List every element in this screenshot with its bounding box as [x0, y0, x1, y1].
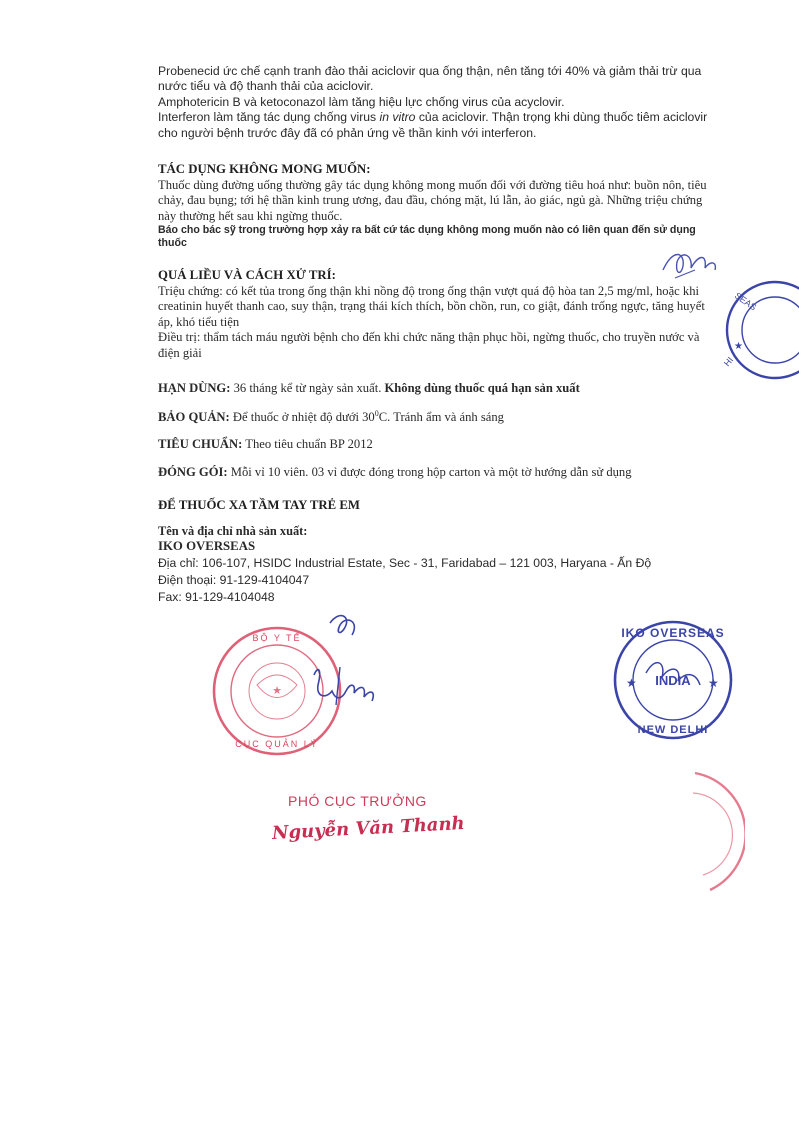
- svg-text:HI: HI: [721, 354, 736, 369]
- manufacturer-phone: Điện thoại: 91-129-4104047: [158, 572, 310, 587]
- manufacturer-section: [158, 524, 758, 606]
- standard-line: TIÊU CHUẨN: Theo tiêu chuẩn BP 2012: [158, 437, 373, 451]
- svg-text:SEAS: SEAS: [732, 290, 759, 313]
- storage-line: BẢO QUẢN: Để thuốc ở nhiệt độ dưới $30^0C$. Tránh ẩm và ánh sáng: [158, 409, 504, 425]
- interaction-interferon: Interferon làm tăng tác dụng chống virus in vitro của aciclovir. Thận trọng khi dùng thuốc tiêm aciclovir cho người bệnh trước đây đã có phản ứng về thần kinh với interferon.: [158, 110, 708, 140]
- company-stamp-ring-text: IKO OVERSEAS: [621, 626, 725, 640]
- overdose-heading: QUÁ LIỀU VÀ CÁCH XỬ TRÍ:: [158, 268, 336, 282]
- manufacturer-address: Địa chỉ: 106-107, HSIDC Industrial Estate, Sec - 31, Faridabad – 121 003, Haryana - Ấn Độ: [158, 555, 652, 570]
- signature-title: PHÓ CỤC TRƯỞNG: [288, 793, 427, 809]
- overdose-symptoms: Triệu chứng: có kết tủa trong ống thận khi nồng độ trong ống thận vượt quá độ hòa tan 2,5 mg/ml, hoặc khi creatinin huyết thanh cao, suy thận, trạng thái kích thích, bồn chồn, run, co giật, đánh trống ngực, tăng huyết áp, khó tiểu tiện: [158, 284, 705, 329]
- interaction-probenecid: Probenecid ức chế cạnh tranh đào thải aciclovir qua ống thận, nên tăng tới 40% và giảm thải trừ qua nước tiểu và độ thanh thải của aciclovir.: [158, 64, 702, 94]
- interaction-amphotericin: Amphotericin B và ketoconazol làm tăng hiệu lực chống virus của acyclovir.: [158, 94, 565, 109]
- side-effects-text: Thuốc dùng đường uống thường gây tác dụng không mong muốn đối với đường tiêu hoá như: buồn nôn, tiêu chảy, đau bụng; tới hệ thần kinh trung ương, đau đầu, chóng mặt, lú lẫn, ảo giác, ngủ gà. Những triệu chứng này thường hết sau khi ngừng thuốc.: [158, 178, 707, 223]
- manufacturer-fax: Fax: 91-129-4104048: [158, 589, 275, 604]
- shelf-life-line: HẠN DÙNG: 36 tháng kể từ ngày sản xuất. Không dùng thuốc quá hạn sản xuất: [158, 381, 580, 395]
- interactions-section: [158, 64, 718, 141]
- side-effects-section: [158, 178, 718, 251]
- packing-line: ĐÓNG GÓI: Mỗi vỉ 10 viên. 03 vỉ được đóng trong hộp carton và một tờ hướng dẫn sử dụng: [158, 465, 632, 479]
- svg-text:★: ★: [272, 684, 282, 697]
- manufacturer-name: IKO OVERSEAS: [158, 539, 256, 554]
- company-stamp-bottom-text: NEW DELHI: [637, 724, 709, 736]
- svg-text:★: ★: [626, 676, 637, 690]
- ministry-stamp-top-text: BỘ Y TẾ: [252, 633, 302, 643]
- company-stamp: [608, 615, 738, 745]
- svg-text:★: ★: [708, 676, 719, 690]
- manufacturer-label: Tên và địa chỉ nhà sản xuất:: [158, 524, 308, 538]
- company-stamp-center-text: INDIA: [655, 673, 691, 688]
- partial-ministry-stamp: [655, 765, 745, 900]
- ministry-stamp-bottom-text: CỤC QUẢN LÝ: [235, 739, 319, 749]
- svg-text:★: ★: [734, 341, 743, 352]
- signature-name: Nguyễn Văn Thanh: [271, 812, 466, 845]
- side-effects-heading: TÁC DỤNG KHÔNG MONG MUỐN:: [158, 162, 371, 176]
- partial-company-stamp: [700, 275, 799, 385]
- side-effects-report: Báo cho bác sỹ trong trường hợp xảy ra bất cứ tác dụng không mong muốn nào có liên quan đến sử dụng thuốc: [158, 224, 696, 250]
- handwritten-signature: [300, 605, 400, 720]
- overdose-treatment: Điều trị: thẩm tách máu người bệnh cho đến khi chức năng thận phục hồi, ngừng thuốc, cho truyền nước và điện giải: [158, 330, 700, 360]
- keep-away-warning: ĐỂ THUỐC XA TẦM TAY TRẺ EM: [158, 498, 360, 512]
- overdose-section: [158, 284, 718, 361]
